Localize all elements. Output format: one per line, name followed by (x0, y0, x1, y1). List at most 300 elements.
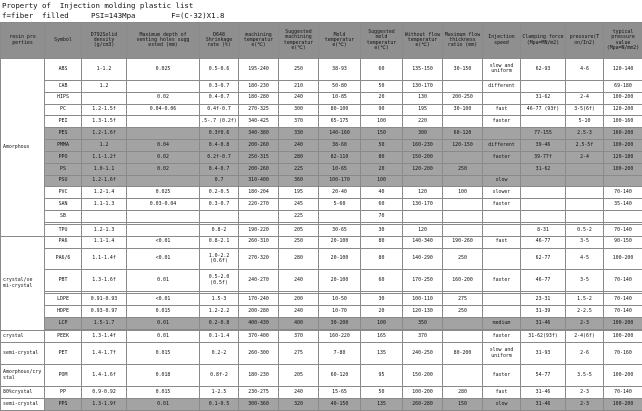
table-cell (319, 211, 361, 223)
table-cell: 0.8f-2 (200, 365, 239, 387)
table-cell: 54-77 (521, 365, 566, 387)
table-cell: 0.5-0.6 (200, 59, 239, 81)
table-cell: fast (483, 236, 521, 248)
resin-symbol: LDPE (45, 294, 82, 306)
table-cell (483, 163, 521, 175)
table-cell (403, 175, 443, 187)
table-cell: 100 (443, 187, 483, 199)
table-cell: 10-50 (319, 294, 361, 306)
table-cell: 240-270 (239, 270, 279, 292)
table-cell: 30-100 (443, 104, 483, 116)
resin-symbol: PBT (45, 270, 82, 292)
table-cell: 160-220 (319, 331, 361, 343)
table-cell: 120-130 (403, 305, 443, 317)
table-cell: 150-200 (403, 365, 443, 387)
table-cell: faster (483, 331, 521, 343)
table-cell: 275 (279, 343, 319, 365)
table-cell: 165 (361, 331, 403, 343)
table-row (1, 224, 642, 236)
table-cell: 80-200 (443, 343, 483, 365)
table-cell: 140-290 (403, 248, 443, 270)
table-row (1, 128, 642, 140)
table-cell: slow and uniform (483, 59, 521, 81)
table-cell: 100-160 (604, 116, 642, 128)
table-cell: 150 (443, 398, 483, 410)
column-header: Suggested mold temperatur e(℃) (361, 23, 403, 59)
table-cell: 0.02 (127, 92, 200, 104)
table-cell: 46-77 (521, 270, 566, 292)
table-cell (521, 187, 566, 199)
table-cell: 3-5 (566, 270, 604, 292)
resin-symbol: PP (45, 386, 82, 398)
column-header: pressure(T on/In2) (566, 23, 604, 59)
column-header: Symbol (45, 23, 82, 59)
table-cell: 140-340 (403, 236, 443, 248)
table-cell: 20 (361, 305, 403, 317)
table-cell: 190-260 (443, 236, 483, 248)
table-cell: 31-62 (521, 163, 566, 175)
table-cell: 0.03-0.04 (127, 199, 200, 211)
table-cell: 1.2-1.6f (82, 175, 127, 187)
table-cell: 0.4f-0.7 (200, 104, 239, 116)
column-header: machining temperatur e(℃) (239, 23, 279, 59)
resin-symbol: PPS (45, 398, 82, 410)
table-cell: 1.1-1.4 (82, 236, 127, 248)
table-cell: 0.7 (200, 175, 239, 187)
table-cell: 270-325 (239, 104, 279, 116)
table-cell: 180-230 (239, 80, 279, 92)
table-cell: 0.8-2 (200, 224, 239, 236)
table-cell: 0.01 (127, 398, 200, 410)
table-cell: 50 (361, 386, 403, 398)
resin-symbol: PEEK (45, 331, 82, 343)
table-row (1, 343, 642, 365)
table-cell (566, 211, 604, 223)
table-cell: 1.5-2 (566, 294, 604, 306)
table-cell: 200-280 (239, 305, 279, 317)
table-cell: 100 (361, 116, 403, 128)
resin-symbol: SAN (45, 199, 82, 211)
table-cell: 4-5 (566, 248, 604, 270)
table-cell: 250 (443, 163, 483, 175)
table-cell (127, 211, 200, 223)
table-cell (200, 211, 239, 223)
table-row (1, 59, 642, 81)
resin-symbol: PPO (45, 151, 82, 163)
resin-group-label: 80%crystal (1, 386, 45, 398)
table-cell: 0.015 (127, 343, 200, 365)
table-cell (443, 175, 483, 187)
table-cell: 30-150 (443, 59, 483, 81)
table-cell: 250 (279, 236, 319, 248)
table-cell: 120 (403, 224, 443, 236)
table-cell: 2.5-3 (566, 128, 604, 140)
table-cell: faster (483, 151, 521, 163)
resin-symbol: PVC (45, 187, 82, 199)
table-cell: 70-140 (604, 270, 642, 292)
table-row (1, 163, 642, 175)
table-cell: 39-77f (521, 151, 566, 163)
table-cell: 10-70 (319, 305, 361, 317)
table-cell: 370 (279, 116, 319, 128)
table-cell: different (483, 140, 521, 152)
table-cell: 0.018 (127, 365, 200, 387)
table-cell: 250 (443, 248, 483, 270)
table-cell: 205 (279, 365, 319, 387)
table-cell: 7-80 (319, 343, 361, 365)
page-subtitle: f=fiber filled PSI=143Mpa F=(C-32)X1.8 (2, 11, 225, 20)
table-row (1, 270, 642, 292)
resin-symbol: POM (45, 365, 82, 387)
table-cell (127, 175, 200, 187)
column-header: D792Solid density (g/cm3) (82, 23, 127, 59)
table-cell: 2-4(6f) (566, 331, 604, 343)
table-cell: 69-180 (604, 80, 642, 92)
resin-symbol: PA6/6 (45, 248, 82, 270)
resin-symbol: SB (45, 211, 82, 223)
table-cell: 1.5-1.7 (82, 317, 127, 329)
table-cell (82, 92, 127, 104)
table-cell: 330 (279, 128, 319, 140)
table-cell: 60 (361, 59, 403, 81)
table-row (1, 199, 642, 211)
table-cell: 30 (361, 294, 403, 306)
table-cell: 1.2-2.2 (200, 305, 239, 317)
table-cell: 100 (361, 175, 403, 187)
table-row (1, 175, 642, 187)
table-cell: 0.01 (127, 270, 200, 292)
table-cell: 38-60 (319, 140, 361, 152)
table-cell: 240 (279, 140, 319, 152)
table-cell: 1.1-1.4f (82, 248, 127, 270)
table-cell: 100-200 (604, 331, 642, 343)
table-cell: 46-77 (521, 236, 566, 248)
table-cell: 31-62 (521, 92, 566, 104)
table-cell: 180-204 (239, 187, 279, 199)
table-row (1, 104, 642, 116)
table-cell: 250 (443, 305, 483, 317)
table-cell (443, 224, 483, 236)
table-cell: 8-31 (521, 224, 566, 236)
table-row (1, 365, 642, 387)
table-cell: 62-77 (521, 248, 566, 270)
table-cell: 200 (279, 294, 319, 306)
table-cell: 160-230 (403, 140, 443, 152)
table-cell (604, 175, 642, 187)
table-row (1, 236, 642, 248)
table-cell: 1.1-1.3 (82, 199, 127, 211)
table-cell: 340-380 (239, 128, 279, 140)
table-cell: 0.2-2 (200, 343, 239, 365)
resin-symbol: PS (45, 163, 82, 175)
resin-group-label: Amorphous/crystal (1, 365, 45, 387)
table-cell: 400-430 (239, 317, 279, 329)
table-cell: 210 (279, 80, 319, 92)
table-cell (127, 224, 200, 236)
table-cell: 170-240 (239, 294, 279, 306)
table-cell: 130-170 (403, 199, 443, 211)
table-cell (483, 211, 521, 223)
table-cell: 100 (361, 317, 403, 329)
table-cell: 0.8-2.1 (200, 236, 239, 248)
table-cell: 300 (279, 104, 319, 116)
table-cell: 1.2-1.5f (82, 104, 127, 116)
column-header: resin pro perties (1, 23, 45, 59)
table-cell: 1.0-2.2 (0.6f) (200, 248, 239, 270)
table-cell: 120-180 (604, 151, 642, 163)
table-cell: 370 (279, 331, 319, 343)
table-cell: 80 (361, 236, 403, 248)
table-cell: faster (483, 199, 521, 211)
table-cell: 1.2-1.4 (82, 187, 127, 199)
table-cell: 31-62(93f) (521, 331, 566, 343)
table-cell (483, 248, 521, 270)
table-cell: 1.5-3 (200, 294, 239, 306)
table-cell: 400 (279, 317, 319, 329)
table-cell (443, 116, 483, 128)
table-cell: 0.5-2 (566, 224, 604, 236)
table-cell: 1-2.5 (200, 386, 239, 398)
table-cell: 31-46 (521, 398, 566, 410)
table-cell (483, 128, 521, 140)
table-cell: 225 (279, 163, 319, 175)
table-cell: 70-140 (604, 305, 642, 317)
table-cell (483, 294, 521, 306)
column-header: Injection speed (483, 23, 521, 59)
table-cell: faster (483, 365, 521, 387)
table-cell: .5-.7 (0.2f) (200, 116, 239, 128)
table-cell: 0.5-2.0 (0.5f) (200, 270, 239, 292)
table-cell (521, 175, 566, 187)
table-cell: 20 (361, 92, 403, 104)
table-cell: 200-260 (239, 163, 279, 175)
table-cell: 30 (361, 224, 403, 236)
table-cell: 120-150 (443, 140, 483, 152)
table-row (1, 187, 642, 199)
table-cell: 65-175 (319, 116, 361, 128)
table-cell: 15-65 (319, 386, 361, 398)
table-cell: 3-5(6f) (566, 104, 604, 116)
table-cell: 70-160 (604, 343, 642, 365)
column-header: Clamping force (Mpa=MN/m2) (521, 23, 566, 59)
table-cell: 60-120 (443, 128, 483, 140)
table-cell: 3-5 (566, 236, 604, 248)
table-cell: medium (483, 317, 521, 329)
table-cell (604, 211, 642, 223)
table-cell (566, 199, 604, 211)
table-cell: 0.01 (127, 331, 200, 343)
table-cell: 40-150 (319, 398, 361, 410)
table-cell: 1.1-1.2f (82, 151, 127, 163)
table-cell: 31-39 (521, 305, 566, 317)
table-cell: 2-3 (566, 317, 604, 329)
table-cell: 120-140 (604, 59, 642, 81)
table-cell: 40 (361, 187, 403, 199)
table-cell: 0.025 (127, 59, 200, 81)
table-cell: 5-60 (319, 199, 361, 211)
table-cell: slower (483, 187, 521, 199)
table-cell: 275 (443, 294, 483, 306)
table-cell: 70-140 (604, 294, 642, 306)
table-cell: 250 (279, 59, 319, 81)
table-cell (127, 128, 200, 140)
table-cell: 240 (279, 270, 319, 292)
table-cell: 180-230 (239, 365, 279, 387)
table-cell: 20-100 (319, 248, 361, 270)
table-cell: 0.2-0.5 (200, 187, 239, 199)
table-cell: 1-1.2 (82, 59, 127, 81)
table-cell: 180-280 (239, 92, 279, 104)
table-cell: faster (483, 116, 521, 128)
table-row (1, 305, 642, 317)
table-cell: 260-280 (403, 398, 443, 410)
table-cell: 260-310 (239, 236, 279, 248)
table-cell: 240 (279, 386, 319, 398)
table-cell: 360 (279, 175, 319, 187)
table-cell: 1.4-1.7f (82, 343, 127, 365)
table-cell: 60 (361, 270, 403, 292)
table-row (1, 80, 642, 92)
resin-group-label: Amorphous (1, 59, 45, 237)
table-row (1, 331, 642, 343)
table-cell: 2-4 (566, 151, 604, 163)
table-cell: 0.91-0.93 (82, 294, 127, 306)
table-row (1, 151, 642, 163)
table-cell: 135 (361, 398, 403, 410)
table-cell: 20-100 (319, 270, 361, 292)
table-cell: 0.01 (127, 317, 200, 329)
resin-symbol: PSU (45, 175, 82, 187)
table-cell: 170-250 (403, 270, 443, 292)
table-cell: 1.3-1.4f (82, 331, 127, 343)
table-cell: 280 (443, 386, 483, 398)
table-cell: 220 (403, 116, 443, 128)
table-cell: 20-100 (319, 236, 361, 248)
table-cell: 135 (361, 343, 403, 365)
table-row (1, 140, 642, 152)
table-cell: 240 (279, 92, 319, 104)
table-cell: 100-200 (604, 140, 642, 152)
table-cell: 1.2 (82, 80, 127, 92)
column-header: Without flow temperatur e(℃) (403, 23, 443, 59)
table-cell: 60 (361, 199, 403, 211)
table-cell: 3.5-5 (566, 365, 604, 387)
table-cell: 120-200 (403, 163, 443, 175)
table-cell: 370-400 (239, 331, 279, 343)
table-cell (127, 80, 200, 92)
table-cell: 340-425 (239, 116, 279, 128)
table-cell: slow (483, 175, 521, 187)
table-cell: 250-315 (239, 151, 279, 163)
table-cell: 120-200 (604, 104, 642, 116)
table-cell: 2-2.5 (566, 305, 604, 317)
table-cell: 100-200 (604, 317, 642, 329)
table-cell: 70-140 (604, 386, 642, 398)
table-cell: slow and uniform (483, 343, 521, 365)
column-header: Maximum flow thickness ratio (mm) (443, 23, 483, 59)
table-cell: 70-140 (604, 224, 642, 236)
table-cell: 260-300 (239, 343, 279, 365)
table-cell: 205 (279, 224, 319, 236)
table-cell: 0.025 (127, 187, 200, 199)
resin-symbol: HDPE (45, 305, 82, 317)
table-cell: 31-46 (521, 317, 566, 329)
table-cell: 0.02 (127, 163, 200, 175)
table-cell: 190-220 (239, 224, 279, 236)
resin-symbol: HIPS (45, 92, 82, 104)
table-cell (566, 175, 604, 187)
table-cell: 23-31 (521, 294, 566, 306)
table-cell: 1.3-1.5f (82, 116, 127, 128)
table-cell: different (483, 80, 521, 92)
table-cell: 70 (361, 211, 403, 223)
table-cell: 80 (361, 248, 403, 270)
resin-symbol: PEI (45, 116, 82, 128)
table-cell: 0.02 (127, 151, 200, 163)
table-cell (521, 199, 566, 211)
table-cell: 2.5-5f (566, 140, 604, 152)
table-cell: 300 (403, 128, 443, 140)
table-cell: fast (483, 104, 521, 116)
table-cell: 38-93 (319, 59, 361, 81)
table-cell: 100-200 (604, 163, 642, 175)
table-cell: 90 (361, 104, 403, 116)
table-cell: 0.9-0.92 (82, 386, 127, 398)
table-cell: 77-155 (521, 128, 566, 140)
table-cell (403, 211, 443, 223)
table-cell (566, 80, 604, 92)
table-cell: 120 (403, 187, 443, 199)
table-cell (566, 163, 604, 175)
table-cell: 100-200 (403, 386, 443, 398)
table-cell: 100-200 (604, 248, 642, 270)
resin-symbol: PA6 (45, 236, 82, 248)
table-cell: 150 (361, 128, 403, 140)
table-cell: 80-100 (319, 104, 361, 116)
table-cell: <0.01 (127, 294, 200, 306)
table-cell: 2-3 (566, 386, 604, 398)
table-cell: 95 (361, 365, 403, 387)
table-cell: 160-200 (443, 270, 483, 292)
table-cell (239, 211, 279, 223)
table-cell: 2-4 (566, 92, 604, 104)
table-cell: 195-240 (239, 59, 279, 81)
table-cell: 31-93 (521, 343, 566, 365)
table-cell (483, 305, 521, 317)
table-cell: 0.3-0.7 (200, 80, 239, 92)
table-cell: 35-140 (604, 199, 642, 211)
table-cell: 150-200 (403, 151, 443, 163)
resin-group-label: semi-crystal (1, 343, 45, 365)
table-row (1, 386, 642, 398)
table-cell: 4-6 (566, 59, 604, 81)
table-row (1, 248, 642, 270)
table-cell (82, 211, 127, 223)
table-cell: 1.2-1.6f (82, 128, 127, 140)
table-row (1, 294, 642, 306)
table-cell: 0.4-0.7 (200, 92, 239, 104)
table-cell: 135-150 (403, 59, 443, 81)
resin-symbol: ABS (45, 59, 82, 81)
table-cell (566, 187, 604, 199)
table-cell: 195 (403, 104, 443, 116)
table-cell: 1.2 (82, 140, 127, 152)
table-cell: 31-46 (521, 386, 566, 398)
table-cell: 5-10 (566, 116, 604, 128)
resin-symbol: CAB (45, 80, 82, 92)
table-cell: 280 (279, 248, 319, 270)
table-cell: 0.04-0.06 (127, 104, 200, 116)
